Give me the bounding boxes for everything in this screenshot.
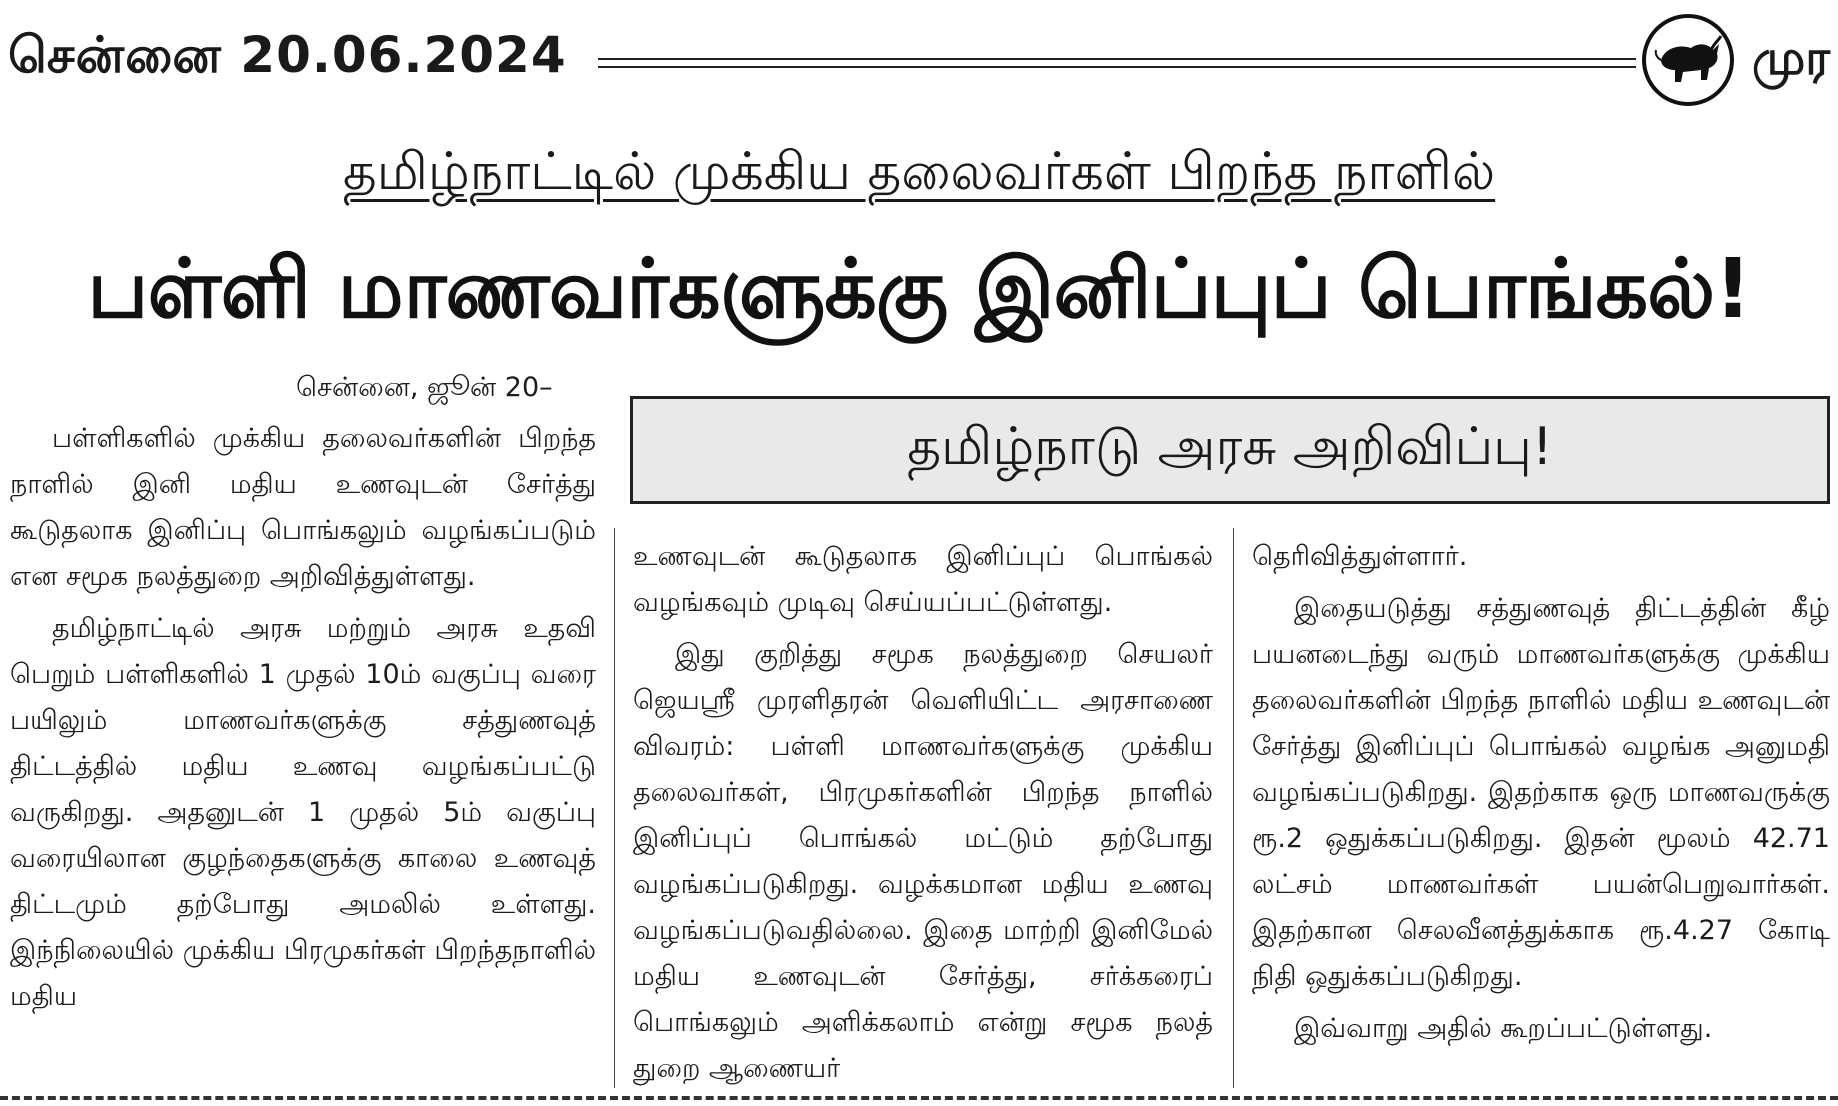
bull-emblem-graphic — [1653, 30, 1723, 90]
article-column-2 — [633, 534, 1213, 1092]
charging-bull-icon — [1642, 14, 1734, 106]
paragraph: தமிழ்நாட்டில் அரசு மற்றும் அரசு உதவி பெறும் பள்ளிகளில் 1 முதல் 10ம் வகுப்பு வரை பயிலும் மாணவர்களுக்கு சத்துணவுத் திட்டத்தில் மதிய உணவு வழங்கப்பட்டு வருகிறது. அதனுடன் 1 முதல் 5ம் வகுப்பு வரையிலான குழந்தைகளுக்கு காலை உணவுத் திட்டமும் தற்போது அமலில் உள்ளது. இந்நிலையில் முக்கிய பிரமுகர்கள் பிறந்தநாளில் மதிய — [10, 613, 596, 1012]
article-dateline: சென்னை, ஜூன் 20– — [296, 372, 553, 403]
article-headline: பள்ளி மாணவர்களுக்கு இனிப்புப் பொங்கல்! — [87, 242, 1751, 337]
column-divider — [614, 528, 615, 1088]
kicker-text: தமிழ்நாட்டில் முக்கிய தலைவர்கள் பிறந்த நாளில் — [342, 142, 1496, 202]
paragraph: இது குறித்து சமூக நலத்துறை செயலர் ஜெயஸ்ரீ முரளிதரன் வெளியிட்ட அரசாணை விவரம்: பள்ளி மாணவர்களுக்கு முக்கிய தலைவர்கள், பிரமுகர்களின் பிறந்த நாளில் இனிப்புப் பொங்கல் மட்டும் தற்போது வழங்கப்படுகிறது. வழக்கமான மதிய உணவு வழங்கப்படுவதில்லை. இதை மாற்றி இனிமேல் மதிய உணவுடன் சேர்த்து, சர்க்கரைப் பொங்கலும் அளிக்கலாம் என்று சமூக நலத் துறை ஆணையர் — [633, 639, 1213, 1084]
column-divider — [1233, 528, 1234, 1088]
article-column-1 — [10, 416, 596, 1020]
subhead-text: தமிழ்நாடு அரசு அறிவிப்பு! — [907, 416, 1553, 477]
newspaper-name: முர — [1752, 30, 1831, 86]
masthead-dateline: சென்னை 20.06.2024 — [8, 26, 567, 84]
paragraph: பள்ளிகளில் முக்கிய தலைவர்களின் பிறந்த நாளில் இனி மதிய உணவுடன் சேர்த்து கூடுதலாக இனிப்பு பொங்கலும் வழங்கப்படும் என சமூக நலத்துறை அறிவித்துள்ளது. — [10, 423, 596, 592]
masthead — [0, 0, 1838, 120]
paragraph: இவ்வாறு அதில் கூறப்பட்டுள்ளது. — [1294, 1013, 1713, 1044]
paragraph: இதையடுத்து சத்துணவுத் திட்டத்தின் கீழ் பயனடைந்து வரும் மாணவர்களுக்கு முக்கிய தலைவர்களின் பிறந்த நாளில் மதிய உணவுடன் சேர்த்து இனிப்புப் பொங்கல் வழங்க அனுமதி வழங்கப்படுகிறது. இதற்காக ஒரு மாணவருக்கு ரூ.2 ஒதுக்கப்படுகிறது. இதன் மூலம் 42.71 லட்சம் மாணவர்கள் பயன்பெறுவார்கள். இதற்கான செலவீனத்துக்காக ரூ.4.27 கோடி நிதி ஒதுக்கப்படுகிறது. — [1252, 593, 1830, 992]
paragraph: தெரிவித்துள்ளார். — [1252, 541, 1468, 572]
bottom-dashed-rule — [0, 1096, 1838, 1100]
subhead-box — [630, 396, 1830, 504]
article-kicker — [0, 142, 1838, 209]
masthead-rule — [598, 58, 1636, 68]
paragraph: உணவுடன் கூடுதலாக இனிப்புப் பொங்கல் வழங்கவும் முடிவு செய்யப்பட்டுள்ளது. — [633, 541, 1213, 618]
article-column-3 — [1252, 534, 1830, 1052]
